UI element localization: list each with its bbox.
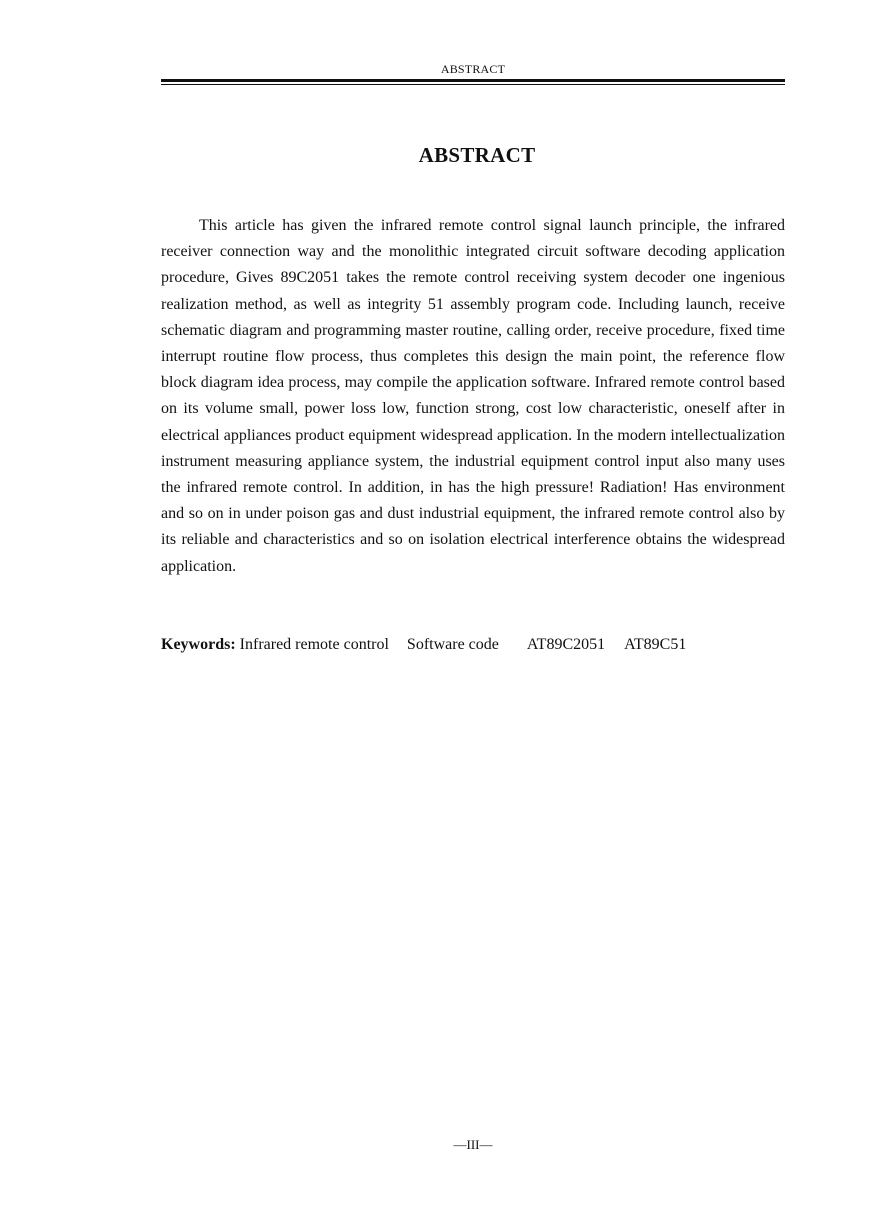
keyword-item: AT89C2051: [526, 636, 606, 653]
keyword-item: Infrared remote control: [239, 636, 389, 653]
keyword-item: AT89C51: [624, 636, 687, 653]
page-title: ABSTRACT: [418, 143, 536, 167]
keywords-label: Keywords:: [161, 636, 236, 653]
header-rule-thin: [161, 84, 785, 85]
keywords-line: [161, 632, 801, 658]
page-number: —III—: [453, 1137, 493, 1152]
abstract-body: This article has given the infrared remote control signal launch principle, the infrared receiver connection way and the monolithic integrated circuit software decoding application procedure, Gives 89C2051 takes the remote control receiving system decoder one ingenious realization method, as well as integrity 51 assembly program code. Including launch, receive schematic diagram and programming master routine, calling order, receive procedure, fixed time interrupt routine flow process, thus completes this design the main point, the reference flow block diagram idea process, may compile the application software. Infrared remote control based on its volume small, power loss low, function strong, cost low characteristic, oneself after in electrical appliances product equipment widespread application. In the modern intellectualization instrument measuring appliance system, the industrial equipment control input also many uses the infrared remote control. In addition, in has the high pressure! Radiation! Has environment and so on in under poison gas and dust industrial equipment, the infrared remote control also by its reliable and characteristics and so on isolation electrical interference obtains the widespread application.: [161, 217, 785, 575]
running-header: ABSTRACT: [440, 62, 506, 76]
header-rule-thick: [161, 79, 785, 82]
keyword-item: Software code: [406, 636, 499, 653]
